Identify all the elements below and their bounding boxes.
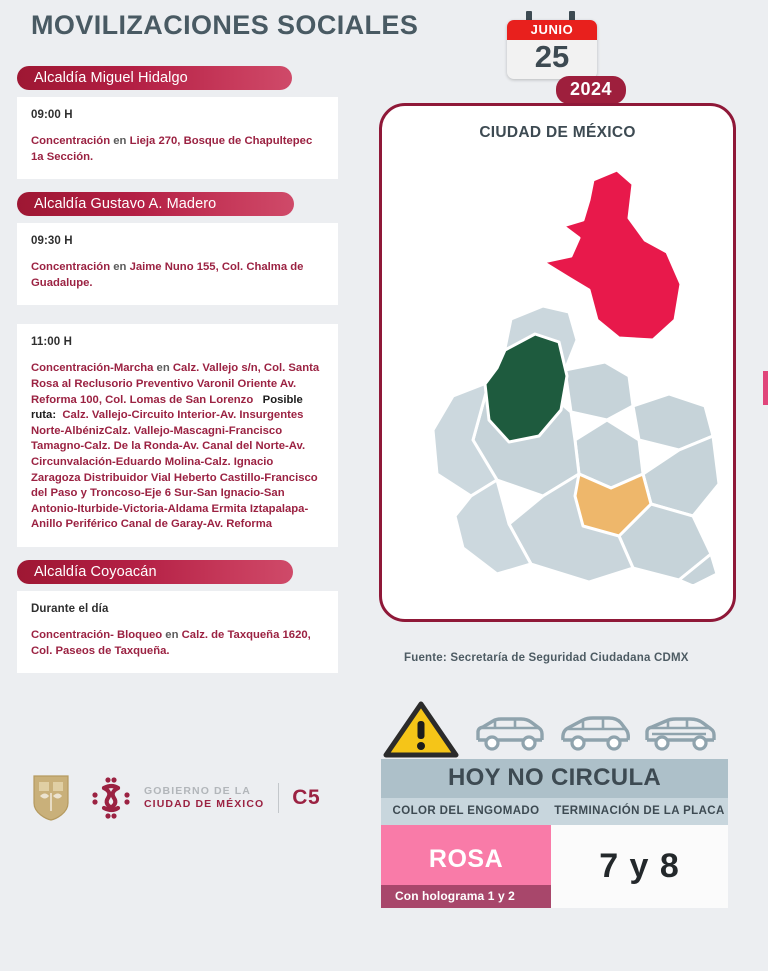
hnc-color-cell [381, 825, 551, 908]
hnc-table-header [381, 798, 728, 825]
hnc-hologram: Con holograma 1 y 2 [381, 885, 551, 908]
cdmx-logo-icon [89, 776, 133, 820]
event-description [31, 628, 324, 659]
event-description [31, 134, 324, 165]
hnc-color-name: ROSA [428, 845, 504, 873]
suv-icon [473, 716, 545, 752]
section-heading-coyoacan: Alcaldía Coyoacán [17, 560, 293, 584]
event-route-label: Posible ruta: [31, 393, 303, 422]
calendar-widget [507, 11, 597, 79]
map-title: CIUDAD DE MÉXICO [479, 124, 636, 141]
unam-shield-icon [33, 775, 69, 821]
event-time: 09:00 H [31, 109, 73, 121]
gov-line-1: GOBIERNO DE LA [144, 785, 251, 797]
footer-divider [278, 783, 279, 813]
calendar-month: JUNIO [507, 20, 597, 40]
event-place: Calz. de Taxqueña 1620, Col. Paseos de Taxqueña. [31, 628, 311, 657]
event-description [31, 361, 324, 533]
event-time: 11:00 H [31, 336, 72, 349]
event-time: 09:30 H [31, 235, 73, 248]
event-action: Concentración-Marcha [31, 362, 154, 375]
event-card [17, 223, 338, 305]
cdmx-borough-map [393, 144, 723, 584]
hnc-plate-numbers: 7 y 8 [551, 825, 728, 908]
edge-accent [763, 371, 768, 405]
event-connector: en [153, 362, 173, 375]
borough-cuauhtemoc [565, 362, 633, 420]
section-heading-gustavo-a-madero: Alcaldía Gustavo A. Madero [17, 192, 294, 216]
hatchback-icon [559, 716, 631, 752]
gov-line-2: CIUDAD DE MÉXICO [144, 798, 265, 810]
warning-triangle-icon [383, 700, 459, 759]
hnc-table-body [381, 825, 728, 908]
hnc-col2-header: TERMINACIÓN DE LA PLACA [554, 805, 725, 817]
map-source: Fuente: Secretaría de Seguridad Ciudadana CDMX [404, 652, 689, 664]
event-connector: en [162, 628, 182, 641]
hoy-no-circula-panel [381, 700, 728, 908]
map-card [379, 103, 736, 622]
government-wordmark [144, 785, 264, 811]
event-place: Lieja 270, Bosque de Chapultepec 1a Sección. [31, 135, 313, 163]
c5-label: C5 [292, 786, 321, 809]
page-title: MOVILIZACIONES SOCIALES [31, 10, 419, 40]
sedan-icon [644, 716, 716, 752]
event-route: Calz. Vallejo-Circuito Interior-Av. Insurgentes Norte-AlbénizCalz. Vallejo-Mascagni-Francisco Tamagno-Calz. De la Ronda-Av. Canal del Norte-Av. Circunvalación-Eduardo Molina-Calz. Ignacio Zaragoza Distribuidor Vial Heberto Castillo-Francisco del Paso y Troncoso-Eje 6 Sur-San Ignacio-San Antonio-Iturbide-Victoria-Aldama Ermita Iztapalapa-Anillo Periférico Canal de Garay-Av. Reforma [31, 409, 318, 531]
event-place: Jaime Nuno 155, Col. Chalma de Guadalupe. [31, 261, 304, 289]
event-action: Concentración [31, 261, 111, 274]
event-card [17, 324, 338, 547]
event-action: Concentración [31, 135, 111, 147]
section-heading-miguel-hidalgo: Alcaldía Miguel Hidalgo [17, 66, 292, 90]
events-column [17, 66, 338, 673]
hnc-icon-row [381, 700, 728, 759]
calendar-year: 2024 [556, 76, 626, 104]
calendar-day: 25 [534, 39, 570, 74]
event-card [17, 591, 338, 673]
hnc-banner: HOY NO CIRCULA [381, 759, 728, 798]
hnc-col1-header: COLOR DEL ENGOMADO [392, 805, 540, 817]
event-description [31, 260, 324, 291]
calendar-rings [507, 11, 597, 20]
event-connector: en [110, 135, 130, 147]
event-place: Calz. Vallejo s/n, Col. Santa Rosa al Reclusorio Preventivo Varonil Oriente Av. Reforma 100, Col. Lomas de San Lorenzo [31, 362, 320, 406]
footer-logos [33, 775, 320, 821]
event-card [17, 97, 338, 179]
event-time: Durante el día [31, 602, 109, 615]
event-action: Concentración- Bloqueo [31, 628, 163, 641]
event-connector: en [110, 261, 130, 274]
